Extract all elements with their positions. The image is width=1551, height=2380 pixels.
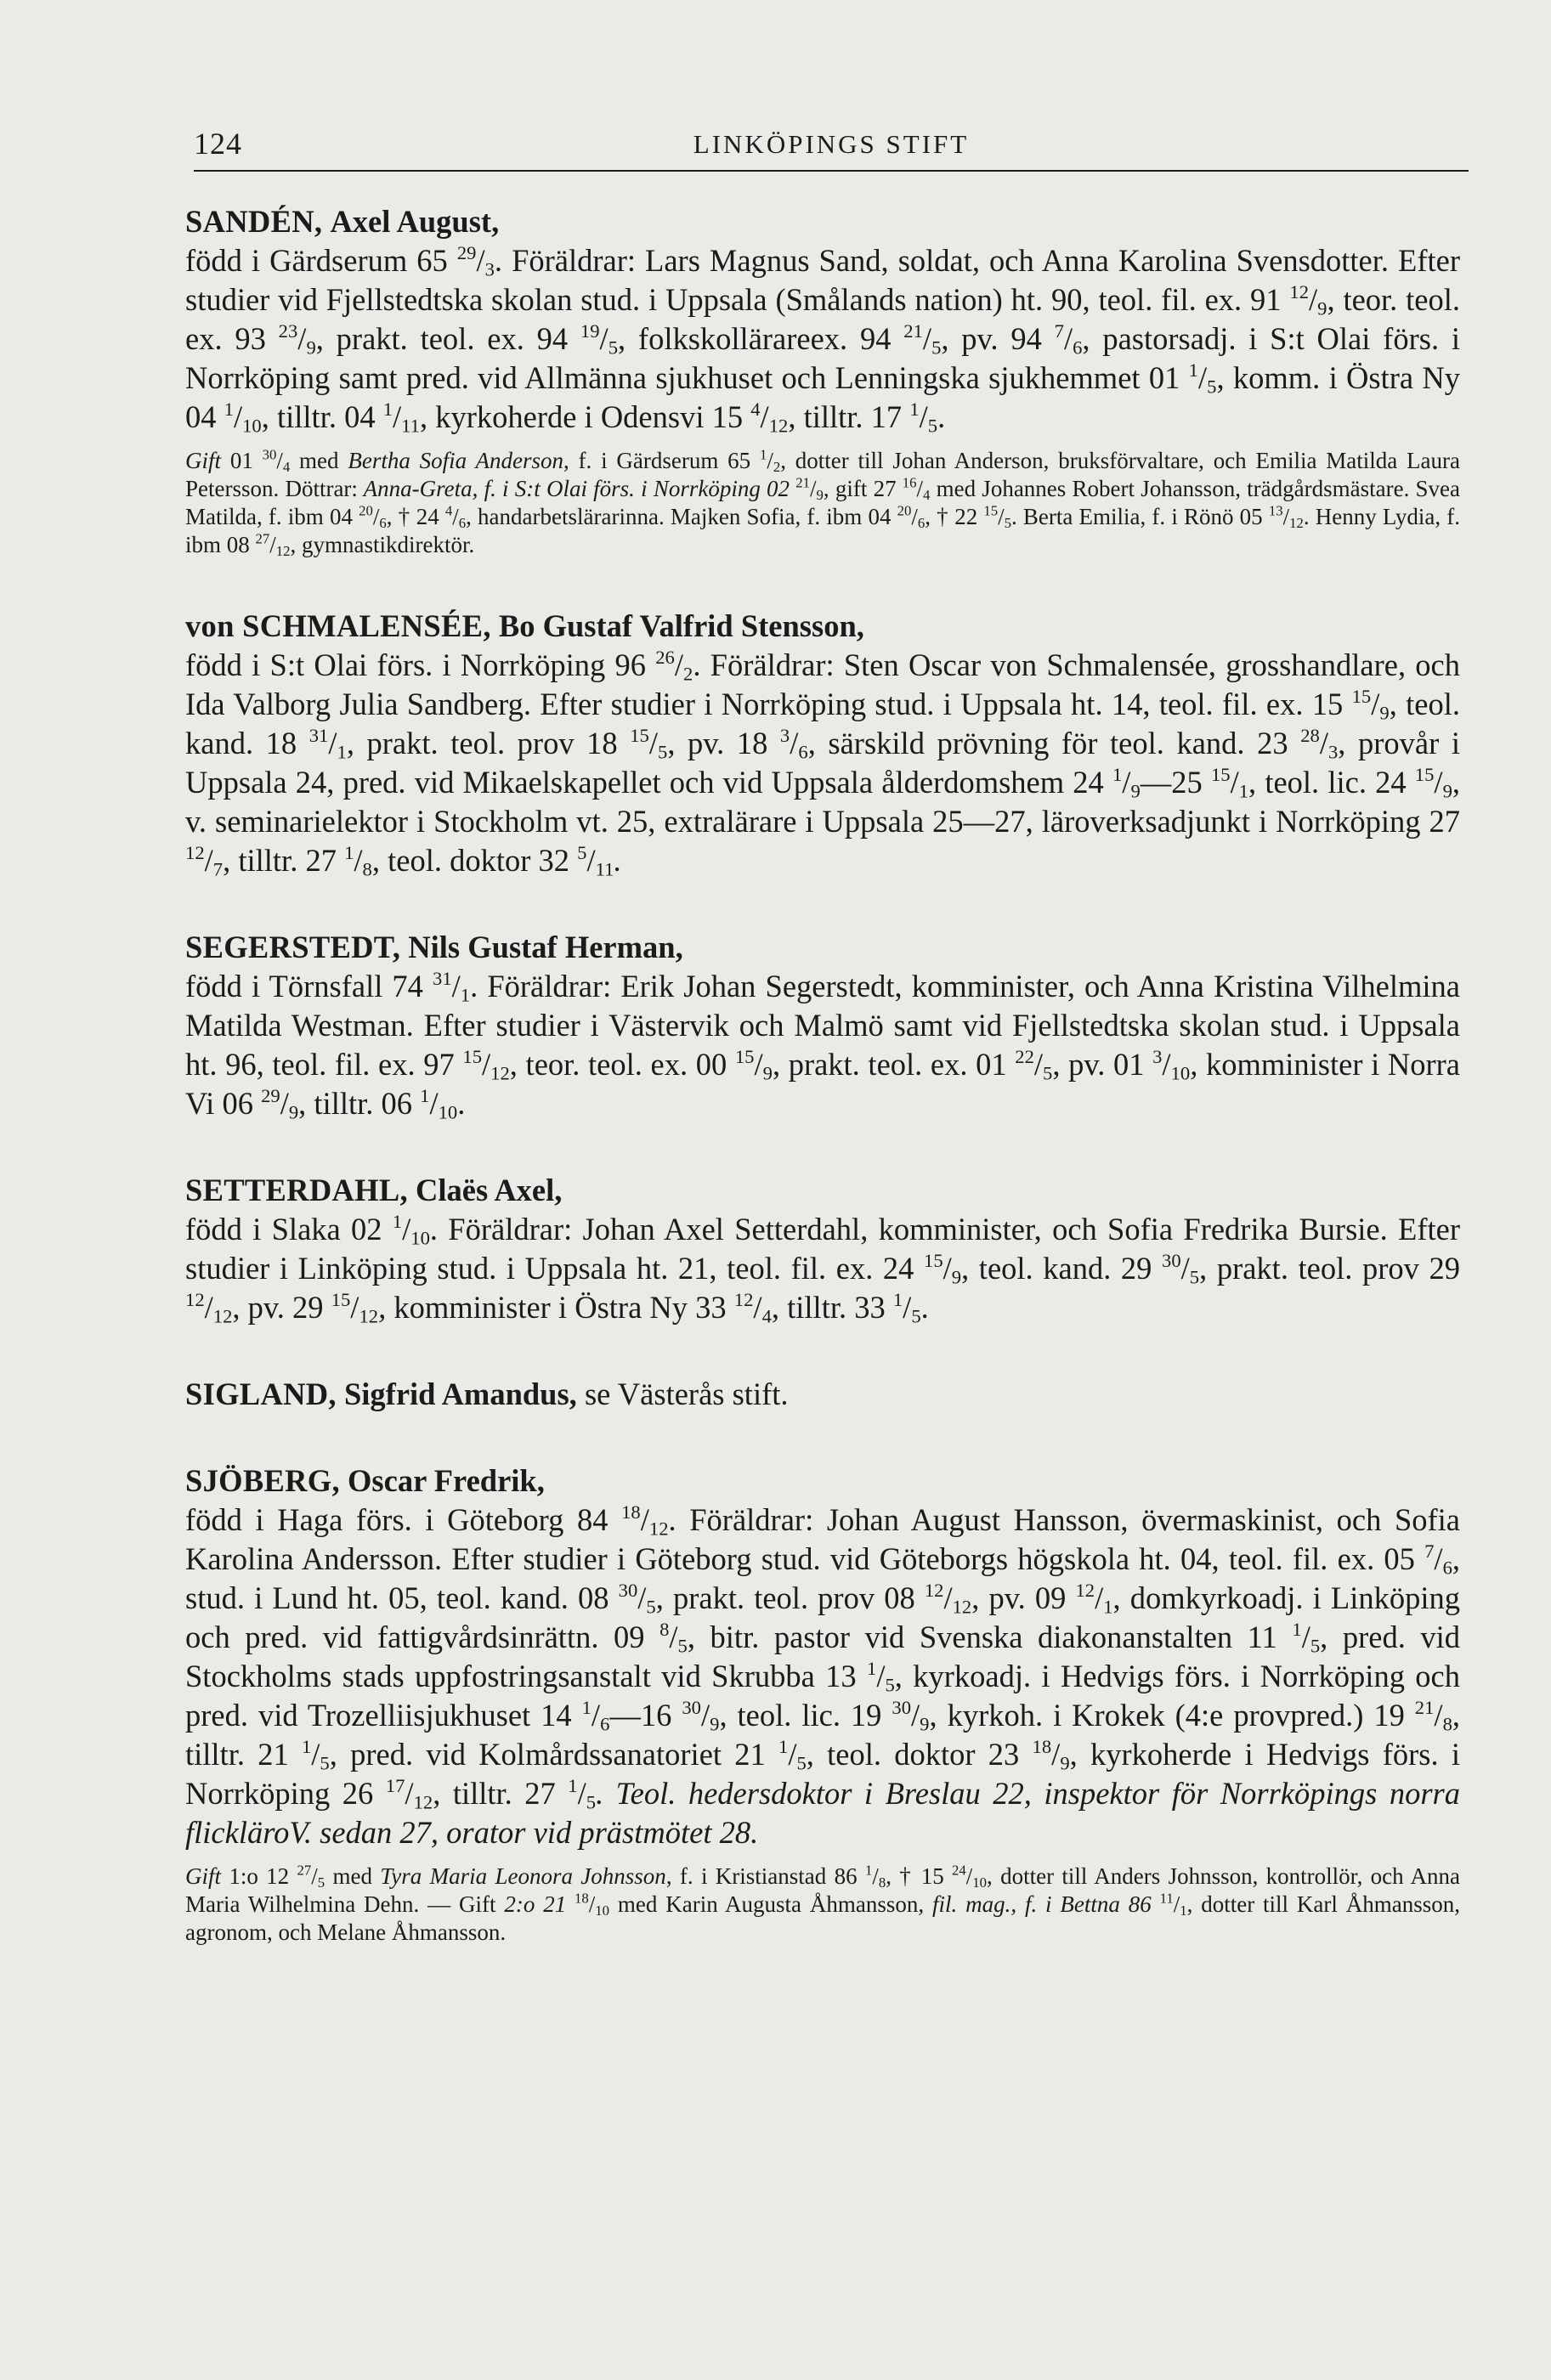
date-fraction: $^{20}/_6$ xyxy=(359,502,387,532)
entry-given-names: Claës Axel, xyxy=(416,1173,563,1207)
date-fraction: $^{13}/_{12}$ xyxy=(1268,502,1304,532)
date-fraction: $^1/_5$ xyxy=(867,1657,895,1696)
date-fraction: $^{21}/_8$ xyxy=(1414,1696,1452,1735)
italic-text: Anna-Greta, f. i S:t Olai förs. i Norrköping 02 xyxy=(357,476,796,501)
date-fraction: $^1/_2$ xyxy=(759,446,781,476)
date-fraction: $^{18}/_9$ xyxy=(1032,1735,1070,1774)
entry-body xyxy=(185,1171,1460,1327)
date-fraction: $^{31}/_1$ xyxy=(309,724,347,763)
entry-text: född i Törnsfall 74 $^{31}/_1$. Föräldrar: Erik Johan Segerstedt, komminister, och Anna Kristina Vilhelmina Matilda Westman. Efter studier i Västervik och Malmö samt vid Fjellstedtska skolan stud. i Uppsala ht. 96, teol. fil. ex. 97 $^{15}/_{12}$, teor. teol. ex. 00 $^{15}/_9$, prakt. teol. ex. 01 $^{22}/_5$, pv. 01 $^3/_{10}$, komminister i Norra Vi 06 $^{29}/_9$, tilltr. 06 $^1/_{10}$. xyxy=(185,967,1460,1123)
date-fraction: $^1/_5$ xyxy=(568,1774,597,1813)
entry-family xyxy=(185,1863,1460,1947)
date-fraction: $^{15}/_9$ xyxy=(734,1045,773,1084)
date-fraction: $^{15}/_{12}$ xyxy=(462,1045,510,1084)
italic-text: 2:o 21 xyxy=(495,1891,575,1917)
date-fraction: $^{29}/_3$ xyxy=(456,241,495,280)
entries xyxy=(185,202,1460,1994)
italic-text: , xyxy=(378,1290,394,1325)
italic-text: Gift xyxy=(185,1863,222,1889)
page-number: 124 xyxy=(194,127,242,161)
date-fraction: $^1/_{10}$ xyxy=(420,1084,458,1123)
family-text: Gift 01 $^{30}/_4$ med Bertha Sofia Anderson, f. i Gärdserum 65 $^1/_2$, dotter till Johan Anderson, bruksförvaltare, och Emilia Matilda Laura Petersson. Döttrar: Anna-Greta, f. i S:t Olai förs. i Norrköping 02 $^{21}/_9$, gift 27 $^{16}/_4$ med Johannes Robert Johansson, trädgårdsmästare. Svea Matilda, f. ibm 04 $^{20}/_6$, † 24 $^4/_6$, handarbetslärarinna. Majken Sofia, f. ibm 04 $^{20}/_6$, † 22 $^{15}/_5$. Berta Emilia, f. i Rönö 05 $^{13}/_{12}$. Henny Lydia, f. ibm 08 $^{27}/_{12}$, gymnastikdirektör. xyxy=(185,446,1461,560)
date-fraction: $^1/_5$ xyxy=(301,1735,330,1774)
date-fraction: $^{20}/_6$ xyxy=(897,502,926,532)
date-fraction: $^{12}/_4$ xyxy=(733,1288,772,1327)
family-text: Gift 1:o 12 $^{27}/_5$ med Tyra Maria Leonora Johnsson, f. i Kristianstad 86 $^1/_8$, † 15 $^{24}/_{10}$, dotter till Anders Johnsson, kontrollör, och Anna Maria Wilhelmina Dehn. — Gift 2:o 21 $^{18}/_{10}$ med Karin Augusta Åhmansson, fil. mag., f. i Bettna 86 $^{11}/_1$, dotter till Karl Åhmansson, agronom, och Melane Åhmansson. xyxy=(185,1862,1460,1945)
entry-given-names: Nils Gustaf Herman, xyxy=(408,930,683,964)
date-fraction: $^7/_6$ xyxy=(1054,319,1083,359)
date-fraction: $^{12}/_{12}$ xyxy=(185,1288,233,1327)
running-title: LINKÖPINGS STIFT xyxy=(693,129,970,159)
italic-text: Tyra Maria Leonora Johnsson xyxy=(380,1863,666,1889)
date-fraction: $^1/_6$ xyxy=(581,1696,610,1735)
entry-surname: SJÖBERG, xyxy=(185,1463,340,1498)
date-fraction: $^{15}/_9$ xyxy=(1414,763,1452,802)
date-fraction: $^{22}/_5$ xyxy=(1015,1045,1053,1084)
date-fraction: $^{12}/_1$ xyxy=(1075,1579,1113,1618)
date-fraction: $^4/_6$ xyxy=(444,502,467,532)
entry-family xyxy=(185,447,1460,559)
biographical-entry xyxy=(185,1171,1460,1327)
date-fraction: $^{18}/_{12}$ xyxy=(621,1501,669,1540)
date-fraction: $^{21}/_9$ xyxy=(795,474,824,504)
date-fraction: $^{29}/_9$ xyxy=(261,1084,299,1123)
date-fraction: $^{28}/_3$ xyxy=(1300,724,1339,763)
entry-text: född i Slaka 02 $^1/_{10}$. Föräldrar: Johan Axel Setterdahl, komminister, och Sofia Fredrika Bursie. Efter studier i Linköping stud. i Uppsala ht. 21, teol. fil. ex. 24 $^{15}/_9$, teol. kand. 29 $^{30}/_5$, prakt. teol. prov 29 $^{12}/_{12}$, pv. 29 $^{15}/_{12}$, komminister i Östra Ny 33 $^{12}/_4$, tilltr. 33 $^1/_5$. xyxy=(185,1210,1460,1327)
date-fraction: $^{30}/_9$ xyxy=(682,1696,720,1735)
date-fraction: $^{23}/_9$ xyxy=(278,319,316,359)
date-fraction: $^{30}/_4$ xyxy=(262,446,291,476)
biographical-entry xyxy=(185,202,1460,559)
date-fraction: $^8/_5$ xyxy=(659,1618,688,1657)
date-fraction: $^{27}/_{12}$ xyxy=(255,530,291,560)
date-fraction: $^1/_{10}$ xyxy=(224,398,262,437)
date-fraction: $^{26}/_2$ xyxy=(655,646,693,685)
date-fraction: $^1/_5$ xyxy=(778,1735,807,1774)
entry-surname: von SCHMALENSÉE, xyxy=(185,608,491,643)
date-fraction: $^{27}/_5$ xyxy=(297,1862,325,1891)
entry-given-names: Bo Gustaf Valfrid Stensson, xyxy=(498,608,864,643)
date-fraction: $^4/_{12}$ xyxy=(750,398,789,437)
entry-surname: SEGERSTEDT, xyxy=(185,930,401,964)
entry-text: född i Haga förs. i Göteborg 84 $^{18}/_{12}$. Föräldrar: Johan August Hansson, övermaskinist, och Sofia Karolina Andersson. Efter studier i Göteborg stud. vid Göteborgs högskola ht. 04, teol. fil. ex. 05 $^7/_6$, stud. i Lund ht. 05, teol. kand. 08 $^{30}/_5$, prakt. teol. prov 08 $^{12}/_{12}$, pv. 09 $^{12}/_1$, domkyrkoadj. i Linköping och pred. vid fattigvårdsinrättn. 09 $^8/_5$, bitr. pastor vid Svenska diakonanstalten 11 $^1/_5$, pred. vid Stockholms stads uppfostringsanstalt vid Skrubba 13 $^1/_5$, kyrkoadj. i Hedvigs förs. i Norrköping och pred. vid Trozelliisjukhuset 14 $^1/_6—16$ $^{30}/_9$, teol. lic. 19 $^{30}/_9$, kyrkoh. i Krokek (4:e provpred.) 19 $^{21}/_8$, tilltr. 21 $^1/_5$, pred. vid Kolmårdssanatoriet 21 $^1/_5$, teol. doktor 23 $^{18}/_9$, kyrkoherde i Hedvigs förs. i Norrköping 26 $^{17}/_{12}$, tilltr. 27 $^1/_5$. Teol. hedersdoktor i Breslau 22, inspektor för Norrköpings norra flickläroV. sedan 27, orator vid prästmötet 28. xyxy=(185,1501,1461,1850)
biographical-entry xyxy=(185,1375,1460,1414)
entry-body xyxy=(185,202,1460,437)
date-fraction: $^{12}/_{12}$ xyxy=(924,1579,972,1618)
entry-surname: SIGLAND, xyxy=(185,1377,337,1411)
entry-surname: SANDÉN, xyxy=(185,204,323,239)
entry-surname: SETTERDAHL, xyxy=(185,1173,408,1207)
biographical-entry xyxy=(185,607,1460,880)
date-fraction: $^{17}/_{12}$ xyxy=(385,1774,433,1813)
italic-text: , xyxy=(1190,1047,1206,1082)
entry-given-names: Oscar Fredrik, xyxy=(348,1463,545,1498)
entry-body xyxy=(185,607,1460,880)
date-fraction: $^1/_9$ xyxy=(1112,763,1141,802)
date-fraction: $^{16}/_4$ xyxy=(902,474,931,504)
date-fraction: $^3/_6$ xyxy=(779,724,808,763)
entry-given-names: Sigfrid Amandus, xyxy=(343,1377,577,1411)
date-fraction: $^{15}/_9$ xyxy=(1351,685,1390,724)
date-fraction: $^{19}/_5$ xyxy=(580,319,618,359)
date-fraction: $^{15}/_5$ xyxy=(983,502,1011,532)
date-fraction: $^1/_8$ xyxy=(344,841,372,880)
date-fraction: $^{21}/_5$ xyxy=(903,319,942,359)
entry-text: född i S:t Olai förs. i Norrköping 96 $^{26}/_2$. Föräldrar: Sten Oscar von Schmalensée, grosshandlare, och Ida Valborg Julia Sandberg. Efter studier i Norrköping stud. i Uppsala ht. 14, teol. fil. ex. 15 $^{15}/_9$, teol. kand. 18 $^{31}/_1$, prakt. teol. prov 18 $^{15}/_5$, pv. 18 $^3/_6$, särskild prövning för teol. kand. 23 $^{28}/_3$, provår i Uppsala 24, pred. vid Mikaelskapellet och vid Uppsala ålderdomshem 24 $^1/_9—25$ $^{15}/_1$, teol. lic. 24 $^{15}/_9$, v. seminarielektor i Stockholm vt. 25, extralärare i Uppsala 25—27, läroverksadjunkt i Norrköping 27 $^{12}/_7$, tilltr. 27 $^1/_8$, teol. doktor 32 $^5/_{11}$. xyxy=(185,646,1461,880)
date-fraction: $^{15}/_9$ xyxy=(924,1249,962,1288)
italic-text: , fil. mag., f. i Bettna 86 xyxy=(918,1891,1160,1917)
date-fraction: $^{15}/_1$ xyxy=(1210,763,1249,802)
date-fraction: $^1/_8$ xyxy=(864,1862,886,1891)
date-fraction: $^1/_5$ xyxy=(1292,1618,1321,1657)
italic-text: . Teol. hedersdoktor i Breslau 22, inspektor för Norrköpings norra flickläroV. sedan 27, orator vid prästmötet 28. xyxy=(185,1776,1460,1850)
italic-text: Gift xyxy=(185,448,222,473)
date-fraction: $^{31}/_1$ xyxy=(433,967,471,1006)
date-fraction: $^{15}/_5$ xyxy=(630,724,668,763)
date-fraction: $^{30}/_9$ xyxy=(892,1696,930,1735)
entry-given-names: Axel August, xyxy=(330,204,500,239)
date-fraction: $^{12}/_7$ xyxy=(185,841,224,880)
entry-text: född i Gärdserum 65 $^{29}/_3$. Föräldrar: Lars Magnus Sand, soldat, och Anna Karolina Svensdotter. Efter studier vid Fjellstedtska skolan stud. i Uppsala (Smålands nation) ht. 90, teol. fil. ex. 91 $^{12}/_9$, teor. teol. ex. 93 $^{23}/_9$, prakt. teol. ex. 94 $^{19}/_5$, folkskollärareex. 94 $^{21}/_5$, pv. 94 $^7/_6$, pastorsadj. i S:t Olai förs. i Norrköping samt pred. vid Allmänna sjukhuset och Lenningska sjukhemmet 01 $^1/_5$, komm. i Östra Ny 04 $^1/_{10}$, tilltr. 04 $^1/_{11}$, kyrkoherde i Odensvi 15 $^4/_{12}$, tilltr. 17 $^1/_5$. xyxy=(185,241,1461,437)
biographical-entry xyxy=(185,928,1460,1123)
running-head xyxy=(194,117,1469,172)
date-fraction: $^{18}/_{10}$ xyxy=(575,1890,610,1919)
date-fraction: $^{24}/_{10}$ xyxy=(952,1862,988,1891)
biographical-entry xyxy=(185,1461,1460,1947)
entry-text: se Västerås stift. xyxy=(584,1377,789,1411)
date-fraction: $^7/_6$ xyxy=(1424,1540,1452,1579)
date-fraction: $^3/_{10}$ xyxy=(1152,1045,1191,1084)
date-fraction: $^1/_5$ xyxy=(909,398,938,437)
date-fraction: $^{11}/_1$ xyxy=(1159,1890,1187,1919)
date-fraction: $^{12}/_9$ xyxy=(1289,280,1327,319)
entry-body xyxy=(185,1461,1460,1852)
italic-text: . xyxy=(614,843,622,878)
italic-text: Bertha Sofia Anderson xyxy=(348,448,563,473)
entry-body xyxy=(185,1375,1460,1414)
date-fraction: $^{15}/_{12}$ xyxy=(331,1288,379,1327)
date-fraction: $^1/_{11}$ xyxy=(382,398,420,437)
date-fraction: $^1/_5$ xyxy=(1188,359,1217,398)
date-fraction: $^1/_5$ xyxy=(892,1288,921,1327)
date-fraction: $^5/_{11}$ xyxy=(577,841,614,880)
entry-body xyxy=(185,928,1460,1123)
date-fraction: $^{30}/_5$ xyxy=(1162,1249,1200,1288)
date-fraction: $^{30}/_5$ xyxy=(618,1579,656,1618)
date-fraction: $^1/_{10}$ xyxy=(392,1210,430,1249)
